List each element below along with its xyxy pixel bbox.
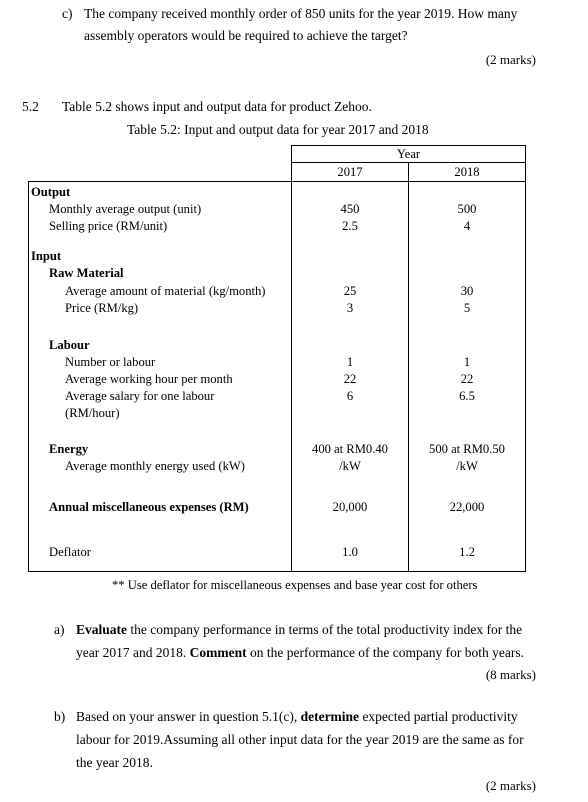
cell-value: 2.5 — [342, 219, 358, 233]
energy-heading: Energy — [49, 442, 89, 456]
year-header: Year — [292, 146, 526, 163]
row-label: Price (RM/kg) — [65, 301, 139, 315]
section-intro: Table 5.2 shows input and output data for product Zehoo. — [62, 99, 372, 114]
question-a-line2: year 2017 and 2018. Comment on the performance of the company for both years. — [76, 645, 525, 660]
input-section — [29, 248, 292, 572]
row-label: Number or labour — [65, 355, 156, 369]
cell-value: 6.5 — [459, 389, 475, 403]
row-label: Monthly average output (unit) — [49, 202, 202, 216]
cell-value: 6 — [346, 389, 354, 403]
keyword-determine: determine — [300, 709, 360, 724]
cell-value: /kW — [339, 459, 361, 473]
row-label: Average salary for one labour — [65, 389, 215, 403]
question-b-label: b) — [54, 709, 66, 724]
cell-value: 1.2 — [459, 545, 475, 559]
row-label: Average working hour per month — [65, 372, 233, 386]
cell-value: 20,000 — [332, 500, 368, 514]
question-a-marks: (8 marks) — [485, 667, 536, 682]
question-b-line1: Based on your answer in question 5.1(c), determine expected partial productivity — [76, 709, 518, 724]
cell-value: 5 — [463, 301, 471, 315]
question-c-label: c) — [62, 6, 73, 21]
table-title: Table 5.2: Input and output data for year 2017 and 2018 — [127, 122, 429, 137]
output-heading: Output — [31, 185, 71, 199]
cell-value: 400 at RM0.40 — [312, 442, 388, 456]
cell-value: 1 — [346, 355, 354, 369]
raw-material-heading: Raw Material — [49, 266, 124, 280]
cell-value: 1.0 — [342, 545, 358, 559]
question-a-label: a) — [54, 622, 65, 637]
question-b-line2: labour for 2019.Assuming all other input data for the year 2019 are the same as for — [76, 732, 524, 747]
cell-value: 4 — [463, 219, 471, 233]
labour-heading: Labour — [49, 338, 90, 352]
input-heading: Input — [31, 249, 62, 263]
cell-value: 1 — [463, 355, 471, 369]
cell-value: 22 — [343, 372, 357, 386]
question-b-line3: the year 2018. — [76, 755, 153, 770]
cell-value: 30 — [460, 284, 474, 298]
col-2018: 2018 — [409, 163, 526, 182]
col-2017: 2017 — [292, 163, 409, 182]
row-label: Average amount of material (kg/month) — [65, 284, 266, 298]
input-output-table — [28, 145, 526, 572]
table-footnote: ** Use deflator for miscellaneous expenses and base year cost for others — [112, 578, 478, 592]
row-label: Average monthly energy used (kW) — [65, 459, 245, 473]
output-section — [29, 182, 292, 249]
row-label: Selling price (RM/unit) — [49, 219, 168, 233]
cell-value: 22,000 — [449, 500, 485, 514]
question-c-marks: (2 marks) — [485, 52, 536, 67]
cell-value: 25 — [343, 284, 357, 298]
question-c-line2: assembly operators would be required to achieve the target? — [84, 28, 408, 43]
question-b-marks: (2 marks) — [485, 778, 536, 793]
misc-label: Annual miscellaneous expenses (RM) — [49, 500, 249, 514]
cell-value: 3 — [346, 301, 354, 315]
question-c-line1: The company received monthly order of 850 units for the year 2019. How many — [84, 6, 518, 21]
cell-value: 500 — [457, 202, 477, 216]
question-a-line1: Evaluate the company performance in terms of the total productivity index for the — [76, 622, 523, 637]
deflator-label: Deflator — [49, 545, 91, 559]
keyword-evaluate: Evaluate — [76, 622, 128, 637]
cell-value: 500 at RM0.50 — [429, 442, 505, 456]
row-label: (RM/hour) — [65, 406, 120, 420]
section-number: 5.2 — [22, 99, 39, 114]
cell-value: 450 — [340, 202, 360, 216]
keyword-comment: Comment — [189, 645, 247, 660]
cell-value: /kW — [456, 459, 478, 473]
cell-value: 22 — [460, 372, 474, 386]
